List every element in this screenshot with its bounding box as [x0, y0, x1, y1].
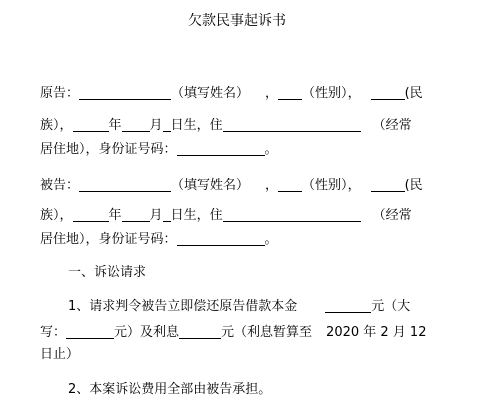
interest-label: 元）及利息 — [114, 325, 180, 340]
defendant-id-blank[interactable] — [177, 230, 265, 246]
interest-note: 元（利息暂算至 — [221, 325, 313, 340]
defendant-line-1 — [40, 176, 423, 192]
day-born-label: 日生，住 — [170, 208, 223, 223]
principal-amount-blank[interactable] — [325, 297, 371, 313]
ethnicity-close: 族） — [40, 118, 60, 133]
comma: ， — [265, 178, 279, 193]
comma: ， — [59, 208, 73, 223]
interest-amount-blank[interactable] — [179, 323, 221, 339]
claim-1-line-2 — [40, 323, 426, 339]
residence-open: （经常 — [372, 118, 412, 133]
comma: ， — [347, 178, 361, 193]
yuan-upper-label: 元（大 — [371, 299, 411, 314]
day-born-label: 日生，住 — [170, 118, 223, 133]
ethnicity-open: (民 — [404, 178, 423, 193]
defendant-gender-hint: （性别） — [302, 178, 348, 193]
defendant-name-blank[interactable] — [79, 176, 171, 192]
defendant-label: 被告： — [40, 178, 80, 193]
residence-close: 居住地），身份证号码： — [40, 232, 177, 247]
residence-close: 居住地），身份证号码： — [40, 142, 177, 157]
defendant-line-2 — [40, 206, 412, 222]
defendant-day-blank[interactable] — [163, 206, 171, 222]
upper-case-label: 写： — [40, 325, 67, 340]
ethnicity-close: 族） — [40, 208, 60, 223]
plaintiff-name-hint: （填写姓名） — [171, 86, 250, 101]
plaintiff-gender-blank[interactable] — [278, 84, 302, 100]
month-label: 月 — [149, 208, 163, 223]
ethnicity-open: (民 — [404, 86, 423, 101]
interest-date: 2020 年 2 月 12 — [326, 325, 427, 340]
plaintiff-year-blank[interactable] — [73, 116, 109, 132]
defendant-gender-blank[interactable] — [278, 176, 302, 192]
year-label: 年 — [108, 208, 122, 223]
period: 。 — [264, 232, 278, 247]
defendant-month-blank[interactable] — [122, 206, 150, 222]
claim-1-line-3: 日止） — [40, 347, 80, 362]
plaintiff-name-blank[interactable] — [79, 84, 171, 100]
comma: ， — [59, 118, 73, 133]
plaintiff-label: 原告： — [40, 86, 80, 101]
document-title: 欠款民事起诉书 — [188, 13, 286, 29]
year-label: 年 — [108, 118, 122, 133]
principal-upper-blank[interactable] — [66, 323, 114, 339]
comma: ， — [347, 86, 361, 101]
claim-2: 2、本案诉讼费用全部由被告承担。 — [68, 382, 272, 397]
plaintiff-address-blank[interactable] — [223, 116, 361, 132]
plaintiff-gender-hint: （性别） — [302, 86, 348, 101]
defendant-ethnicity-blank[interactable] — [371, 176, 405, 192]
defendant-line-3 — [40, 230, 278, 246]
plaintiff-line-2 — [40, 116, 412, 132]
claim-1-text: 1、请求判令被告立即偿还原告借款本金 — [68, 299, 298, 314]
residence-open: （经常 — [372, 208, 412, 223]
comma: ， — [265, 86, 279, 101]
plaintiff-month-blank[interactable] — [122, 116, 150, 132]
period: 。 — [264, 142, 278, 157]
plaintiff-line-3 — [40, 140, 278, 156]
plaintiff-id-blank[interactable] — [177, 140, 265, 156]
plaintiff-day-blank[interactable] — [163, 116, 171, 132]
plaintiff-ethnicity-blank[interactable] — [371, 84, 405, 100]
claim-1-line-1 — [68, 297, 410, 313]
section-heading-claims: 一、诉讼请求 — [68, 265, 147, 280]
plaintiff-line-1 — [40, 84, 423, 100]
month-label: 月 — [149, 118, 163, 133]
defendant-name-hint: （填写姓名） — [171, 178, 250, 193]
defendant-address-blank[interactable] — [223, 206, 361, 222]
defendant-year-blank[interactable] — [73, 206, 109, 222]
